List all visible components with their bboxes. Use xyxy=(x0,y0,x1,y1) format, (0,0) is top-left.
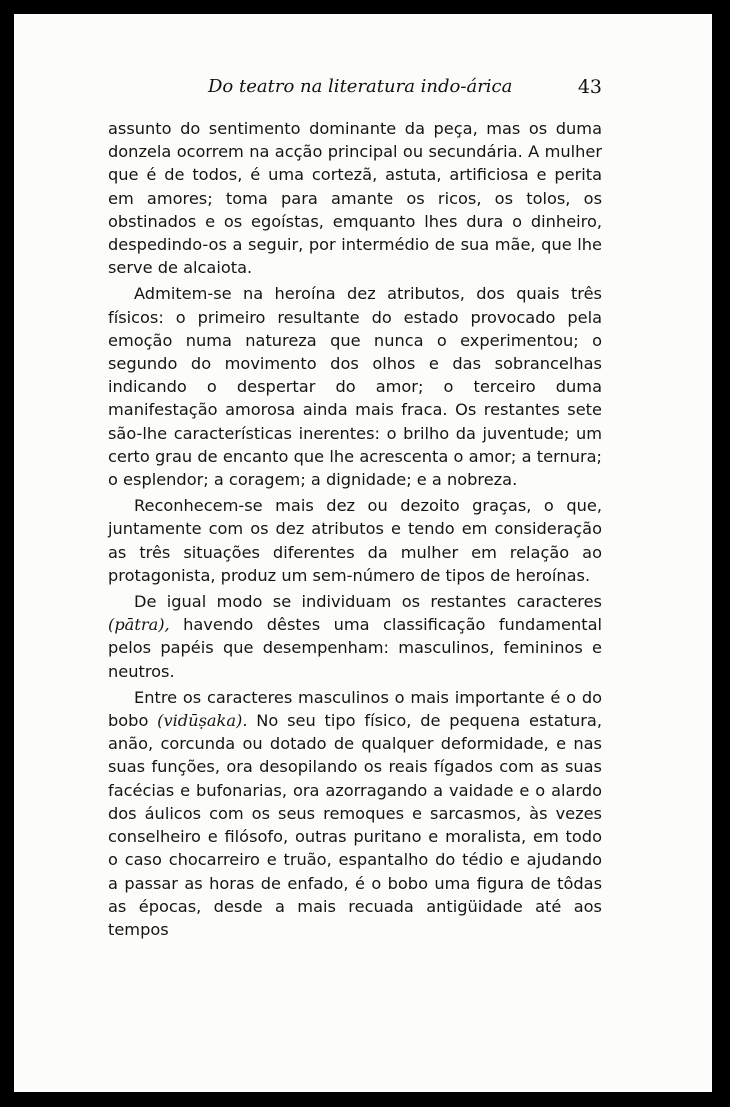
paragraph: assunto do sentimento dominante da peça, mas os duma donzela ocorrem na acção principal ou secundária. A mulher que é de todos, é uma cortezã, astuta, artificiosa e perita em amores; toma para amante os ricos, os tolos, os obstinados e os egoístas, emquanto lhes dura o dinheiro, despedindo-os a seguir, por intermédio de sua mãe, que lhe serve de alcaiota. xyxy=(108,119,602,278)
running-header xyxy=(108,76,602,106)
paragraph-text: De igual modo se individuam os restantes caracteres xyxy=(134,592,602,612)
paragraph-text: havendo dêstes uma classificação fundamental pelos papéis que desempenham: masculinos, femininos e neutros. xyxy=(108,615,602,681)
page-number: 43 xyxy=(577,76,602,98)
paragraph xyxy=(108,590,602,683)
paragraph xyxy=(108,686,602,941)
running-title: Do teatro na literatura indo-árica xyxy=(208,76,513,97)
paragraph: Admitem-se na heroína dez atributos, dos quais três físicos: o primeiro resultante do estado provocado pela emoção numa natureza que nunca o experimentou; o segundo do movimento dos olhos e das sobrancelhas indicando o despertar do amor; o terceiro duma manifestação amorosa ainda mais fraca. Os restantes sete são-lhe características inerentes: o brilho da juventude; um certo grau de encanto que lhe acrescenta o amor; a ternura; o esplendor; a coragem; a dignidade; e a nobreza. xyxy=(108,284,602,490)
sanskrit-term: (vidūṣaka). xyxy=(157,711,248,731)
paragraph-text: Entre os caracteres masculinos o mais importante é o do bobo xyxy=(108,687,602,731)
sanskrit-term: (pātra), xyxy=(108,615,170,635)
book-page xyxy=(14,14,712,1092)
paragraph-text: No seu tipo físico, de pequena estatura, anão, corcunda ou dotado de qualquer deformidade, e nas suas funções, ora desopilando os reais fígados com as suas facécias e bufonarias, ora azorragando a vaidade e o alardo dos áulicos com os seus remoques e sarcasmos, às vezes conselheiro e filósofo, outras puritano e moralista, em todo o caso chocarreiro e truão, espantalho do tédio e ajudando a passar as horas de enfado, é o bobo uma figura de tôdas as épocas, desde a mais recuada antigüidade até aos tempos xyxy=(108,711,602,939)
paragraph: Reconhecem-se mais dez ou dezoito graças, o que, juntamente com os dez atributos e tendo em consideração as três situações diferentes da mulher em relação ao protagonista, produz um sem-número de tipos de heroínas. xyxy=(108,496,602,585)
body-text xyxy=(108,117,602,944)
